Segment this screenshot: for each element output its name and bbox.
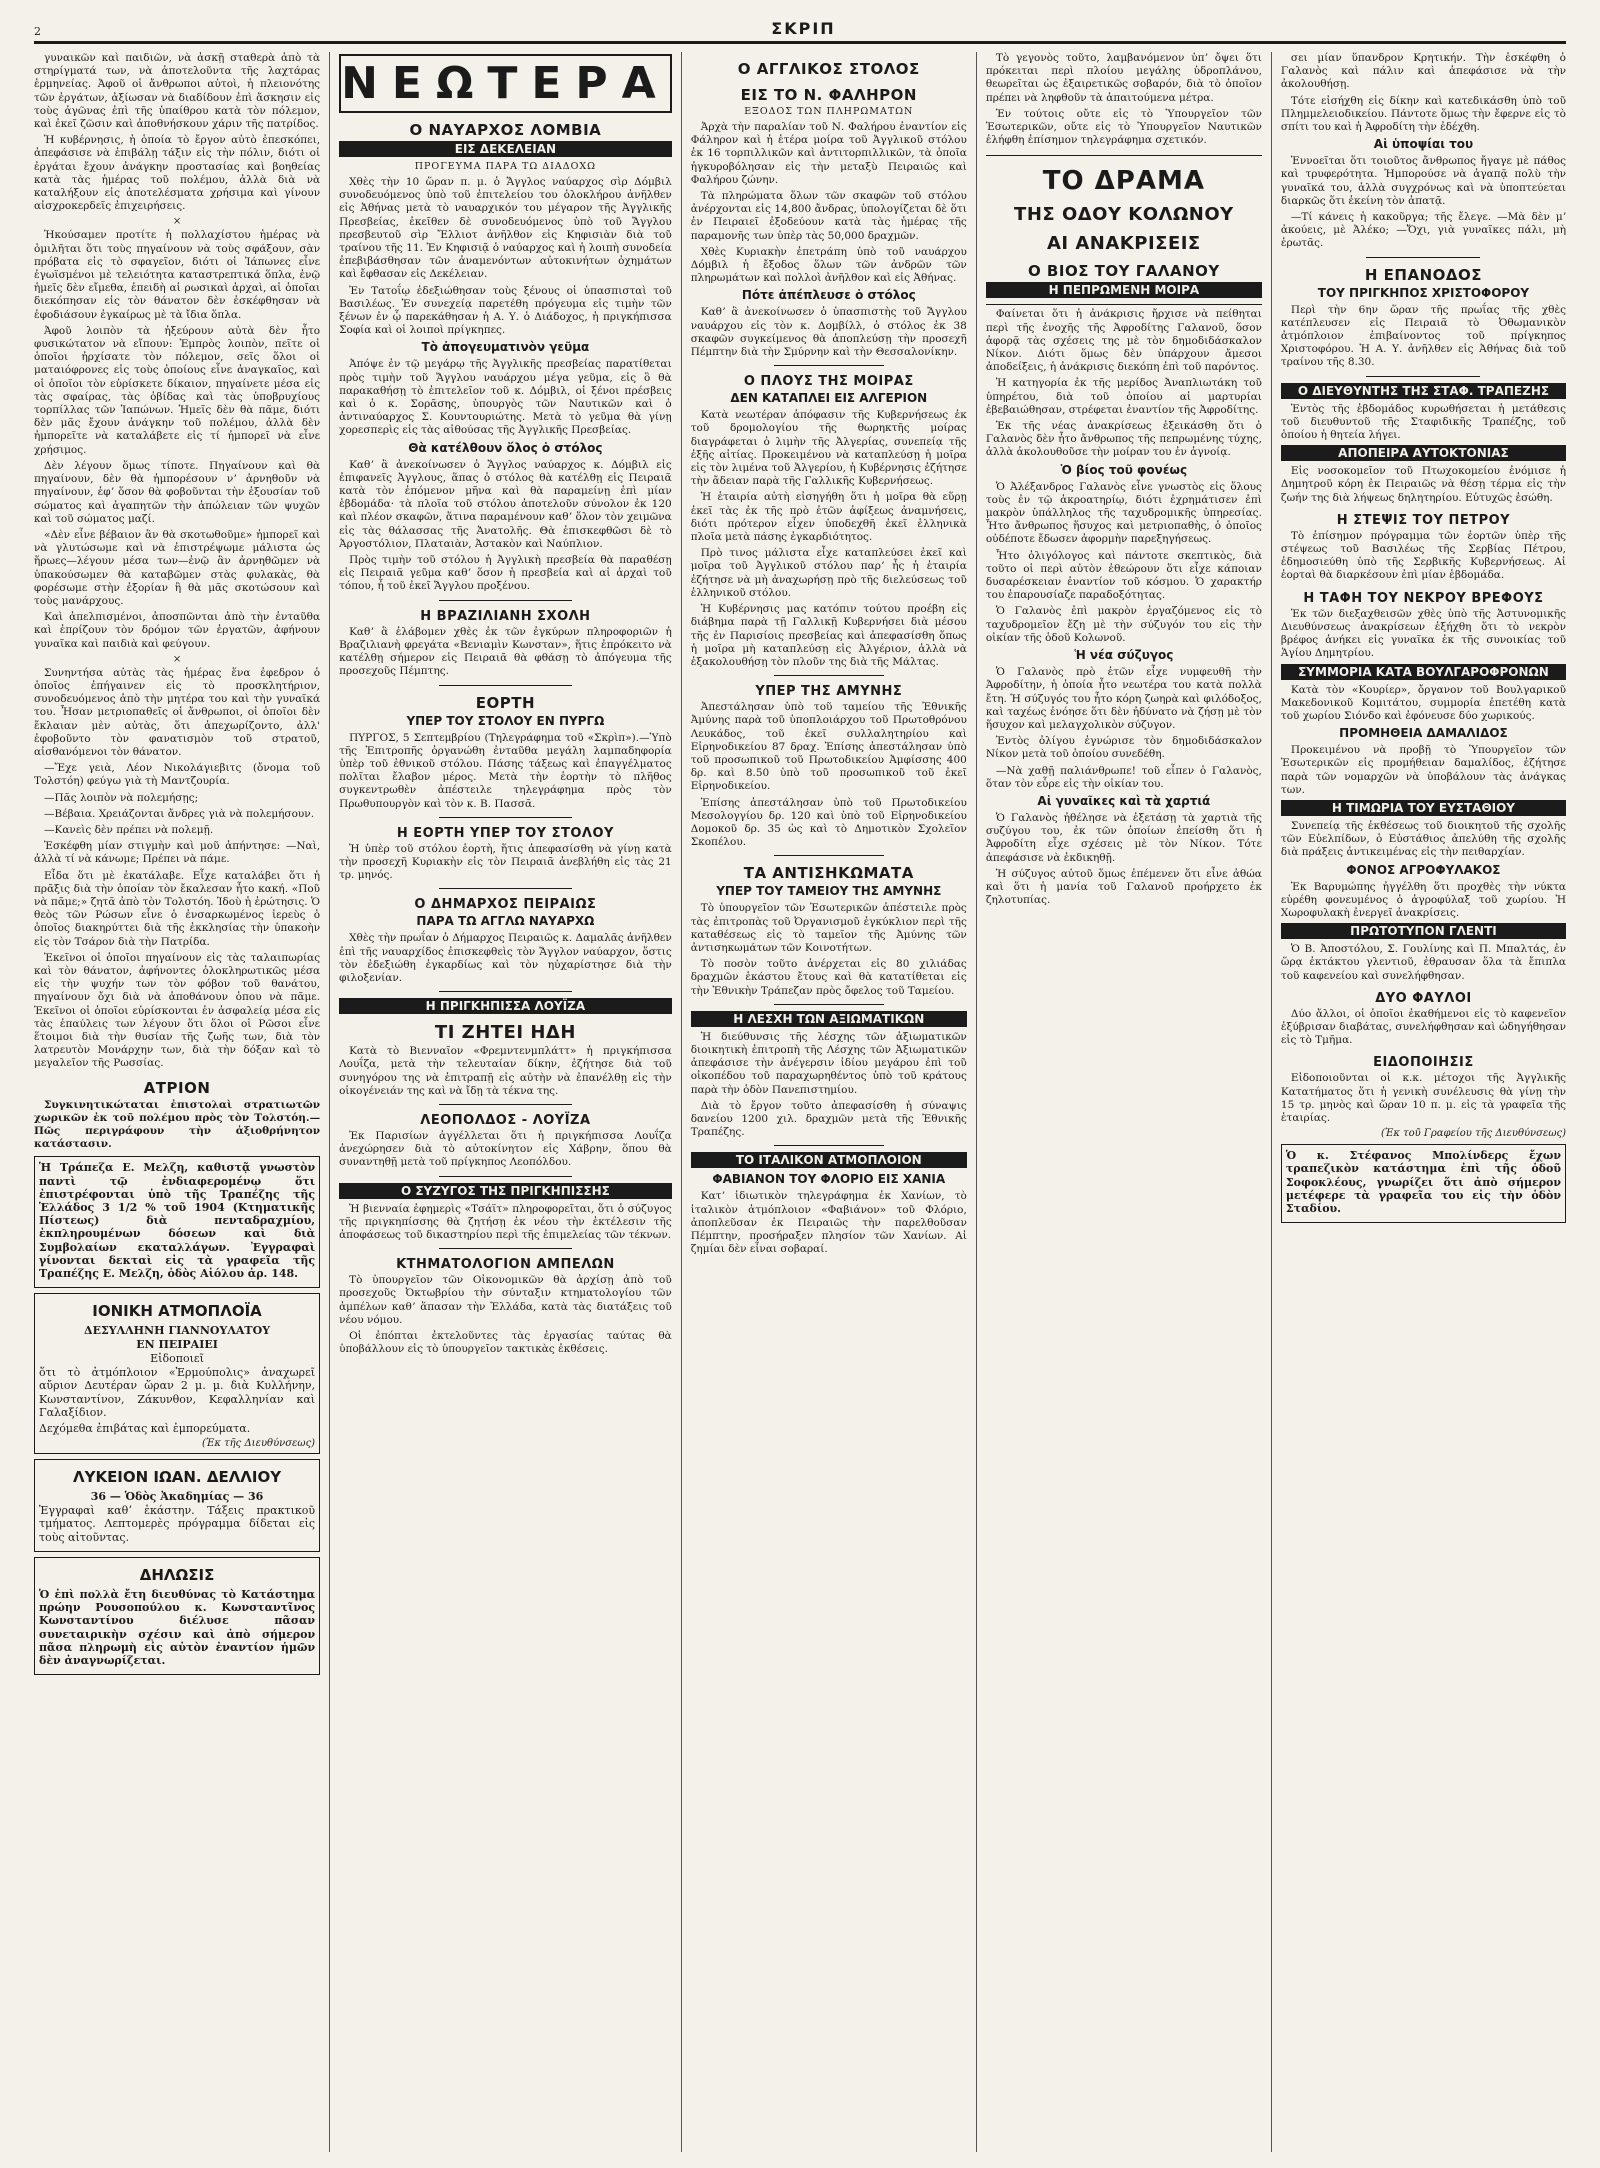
ionian-text: ὅτι τὸ ἀτμόπλοιον «Ἐρμούπολις» ἀναχωρεῖ αὔριον Δευτέραν ὥραν 2 μ. μ. διὰ Κυλλήνην, Κωνσταντίνον, Ζάκυνθον, Κεφαλληνίαν καὶ Γαλαξίδιον. xyxy=(39,1366,316,1419)
article-text: Ἦτο ὀλιγόλογος καὶ πάντοτε σκεπτικὸς, διὰ τοῦτο οἱ περὶ αὐτὸν ἐθεώρουν ὅτι εἶχε κάποιαν δυσαρέσκειαν ἐναντίον τοῦ κόσμου. Ὁ χαρακτήρ του ἐπαρουσίαζε παραδοξότητας. xyxy=(985,549,1262,602)
headline: ΛΕΟΠΟΛΔΟΣ - ΛΟΥΪΖΑ xyxy=(420,1112,591,1128)
divider xyxy=(439,1176,572,1177)
ionian-ad xyxy=(34,1293,320,1454)
headline: Η ΠΡΙΓΚΗΠΙΣΣΑ ΛΟΥΪΖΑ xyxy=(339,998,672,1014)
headline: ΣΥΜΜΟΡΙΑ ΚΑΤΑ ΒΟΥΛΓΑΡΟΦΡΟΝΩΝ xyxy=(1281,664,1566,680)
article-text: Πρὸ τινος μάλιστα εἶχε καταπλεύσει ἐκεῖ καὶ μοῖρα τοῦ Ἀγγλικοῦ στόλου παρʼ ἧς ἡ ἑταιρία ἐζήτησε νὰ μὴ ἀναχωρήσῃ πρὸ τῆς διελεύσεως τοῦ ἑλληνικοῦ στόλου. xyxy=(690,547,967,599)
bank-ad xyxy=(1281,1144,1566,1223)
article-text: Ἀπόψε ἐν τῷ μεγάρῳ τῆς Ἀγγλικῆς πρεσβείας παρατίθεται πρὸς τιμὴν τοῦ Ἄγγλου ναυάρχου μέγα γεῦμα, εἰς ὃ θὰ παρακαθήσῃ τὸ ἐπιτελεῖον τοῦ κ. Δόμβιλ, οἱ ξένοι πρέσβεις καὶ ὁ κ. Σορᾶσης, ὑπουργὸς τῶν Ναυτικῶν καὶ ὁ ἀντιναύαρχος Σ. Κουντουριώτης. Μετὰ τὸ γεῦμα θὰ γίνῃ χορεσπερὶς εἰς τὰς αἰθούσας τῆς Ἀγγλικῆς Πρεσβείας. xyxy=(339,358,672,437)
article-text: Τὸ ποσὸν τοῦτο ἀνέρχεται εἰς 80 χιλιάδας δραχμῶν ἑκάστου ἔτους καὶ θὰ κατατίθεται εἰς τὴν Ἐθνικὴν Τράπεζαν πρὸς ὄφελος τοῦ Ταμείου. xyxy=(690,958,967,997)
article-text: Δὲν λέγουν ὅμως τίποτε. Πηγαίνουν καὶ θὰ πηγαίνουν, δὲν θὰ ἠμπορέσουν νʼ ἀρνηθοῦν νὰ πηγαίνουν, ἐφʼ ὅσον θὰ φοβοῦνται τὴν ἐξουσίαν τοῦ σώματος καὶ ἀγαπητῶν τὴν ἀπώλειαν τῶν ψυχῶν καὶ τοῦ σώματος μαζί. xyxy=(34,459,321,525)
article-text: Τὸ γεγονὸς τοῦτο, λαμβανόμενον ὑπʼ ὄψει ὅτι πρόκειται περὶ πλοίου μεγάλης ὑδροπλάνου, θεωρεῖται ὡς ἐξαιρετικῶς σοβαρόν, διὰ τὸ ὁποῖον πρέπει νὰ ληφθοῦν τὰ ἀπαιτούμενα μέτρα. xyxy=(985,52,1262,104)
headline: ΤΟ ΙΤΑΛΙΚΟΝ ΑΤΜΟΠΛΟΙΟΝ xyxy=(691,1152,967,1168)
article-text: Καὶ ἀπελπισμένοι, ἀποσπῶνται ἀπὸ τὴν ἐνταῦθα καὶ ἐπρίζουν τὸν δρόμον τῶν ἐργατῶν, ἀφήνουν γυναῖκα καὶ παιδιὰ καὶ φεύγουν. xyxy=(34,611,321,650)
column-5 xyxy=(1271,52,1566,2152)
article-text: Ἀπεστάλησαν ὑπὸ τοῦ ταμείου τῆς Ἐθνικῆς Ἀμύνης παρὰ τοῦ ὑποπλοιάρχου τοῦ Πρωτοθρόνου Λευκάδος, τοῦ ἐκεῖ συλλαλητηρίου καὶ Εἰρηνοδικείου 87 δραχ. Ἐπίσης ἀπεστάλησαν ὑπὸ τοῦ προσωπικοῦ τοῦ Πρωτοδικείου Ἀμφίσσης 400 δρ. καὶ 8.50 ὑπὸ τοῦ προσωπικοῦ τοῦ ἐκεῖ Εἰρηνοδικείου. xyxy=(690,701,967,793)
subheading: Ὁ βίος τοῦ φονέως xyxy=(1060,462,1188,477)
article-text: «Δὲν εἶνε βέβαιον ἂν θὰ σκοτωθοῦμε» ἠμπορεῖ καὶ νὰ γλυτώσωμε καὶ νὰ ἐπιστρέψωμε μάλιστα ὡς ἥρωες—λέγουν μέσα των—ἐνῷ ἂν ἀρνηθῶμεν νὰ ὑπακούσωμεν θὰ καταβῶμεν στὰς φυλακὰς, θὰ φορέσωμε στὴν ἐξορίαν ἢ θὰ μᾶς σκοτώσουν καὶ τοὺς μανάρχους. xyxy=(34,528,321,607)
headline-sub: ΔΕΝ ΚΑΤΑΠΛΕΙ ΕΙΣ ΑΛΓΕΡΙΟΝ xyxy=(730,391,928,406)
article-text: Ἐντὸς τῆς ἑβδομάδος κυρωθήσεται ἡ μετάθεσις τοῦ διευθυντοῦ τῆς Σταφιδικῆς Τραπέζης, τοῦ ὁποίου ἡ θητεία λήγει. xyxy=(1280,402,1566,442)
article-text: Συνηντήσα αὐτὰς τὰς ἡμέρας ἕνα ἐφεδρον ὁ ὁποῖος ἐπήγαινεν εἰς τὸ προσκλητήριον, συνοδευόμενος ἀπὸ τὴν μητέρα του καὶ τὴν γυναῖκά του. Ἦσαν μετριοπαθεῖς οἱ ἄνθρωποι, οἱ ὁποῖοι δὲν ἔκλαιαν μὲν αὐτὰς, ὅτι ἀπεχωρίζοντο, ἀλλ' ἐφοβοῦντο τὸν φανατισμὸν τοῦ στρατοῦ, αἰσθανόμενοι τὸν θάνατον. xyxy=(34,666,321,758)
article-text: Ἀρχὰ τὴν παραλίαν τοῦ Ν. Φαλήρου ἐναντίον εἰς Φάληρον καὶ ἡ ἑτέρα μοίρα τοῦ Ἀγγλικοῦ στόλου ἐκ 16 τορπιλλικῶν καὶ ἀντιτορπιλλικῶν, τὰ ὁποῖα ἠγκυροβόλησαν εἰς τὴν μεταξὺ Πειραιῶς καὶ Φαλήρου ζώνην. xyxy=(690,121,967,186)
headline: Η ΤΙΜΩΡΙΑ ΤΟΥ ΕΥΣΤΑΘΙΟΥ xyxy=(1281,800,1566,816)
article-text: ΠΥΡΓΟΣ, 5 Σεπτεμβρίου (Τηλεγράφημα τοῦ «Σκρὶπ»).—Ὑπὸ τῆς Ἐπιτροπῆς ὀργανώθη ἐνταῦθα μεγάλη λαμπαδηφορία ὑπὲρ τοῦ ἐθνικοῦ στόλου. Πάσης τάξεως καὶ ἐπαγγέλματος πολῖται ἔλαβον μέρος. Μετὰ τὴν ἑορτὴν τὸ πλῆθος συγκεντρωθὲν ἀπέστειλε τηλεγράφημα πρὸς τὸν Πρωθυπουργὸν καὶ τὸν κ. Β. Πασσᾶ. xyxy=(339,731,672,810)
dialogue-line: —Πᾶς λοιπὸν νὰ πολεμήσῃς; xyxy=(44,791,199,804)
atrion-heading: ΑΤΡΙΟΝ xyxy=(143,1078,211,1097)
article-text: —Τί κάνεις ἡ κακοῦργα; τῆς ἔλεγε. —Μὰ δὲν μʼ ἀκούεις, μὲ Ἀλέκο; —Ὄχι, γιὰ γυναῖκες πάλι, μὴ ἐρωτᾶς. xyxy=(1280,211,1566,250)
headline: ΑΠΟΠΕΙΡΑ ΑΥΤΟΚΤΟΝΙΑΣ xyxy=(1281,445,1566,461)
article-text: Κατὰ τὸν «Κουρίερ», ὄργανον τοῦ Βουλγαρικοῦ Μακεδονικοῦ Κομιτάτου, συμμορία ἐπετέθη κατὰ τοῦ χωρίου Σιόνδο καὶ ἐφόνευσε δύο χωρικούς. xyxy=(1280,683,1566,722)
headline: ΕΙΔΟΠΟΙΗΣΙΣ xyxy=(1373,1055,1474,1071)
headline: ΠΡΟΜΗΘΕΙΑ ΔΑΜΑΛΙΔΟΣ xyxy=(1339,726,1508,741)
ionian-sign: (Ἐκ τῆς Διευθύνσεως) xyxy=(201,1438,316,1450)
bank-text: Ἡ Τράπεζα Ε. Μελζη, καθιστᾷ γνωστὸν παντὶ τῷ ἐνδιαφερομένῳ ὅτι ἐπιστρέφονται ὑπὸ τῆς Τραπέζης τῆς Ἑλλάδος 3 1/2 % τοῦ 1904 (Κτηματικῆς Πίστεως) διὰ πενταδραχμίου, ἐκπληρουμένων δόσεων καὶ διὰ Συμβολαίων εκαταλλάγων. Ἐγγραφαὶ γίνονται δεκταὶ εἰς τὰ γραφεῖα τῆς Τραπέζης Ε. Μελζη, ὁδὸς Αἰόλου ἀρ. 148. xyxy=(39,1161,316,1281)
declaration-title: ΔΗΛΩΣΙΣ xyxy=(139,1565,215,1584)
subheading: Τὸ ἀπογευματινὸν γεῦμα xyxy=(421,340,590,355)
divider xyxy=(774,1004,884,1005)
article-text: Κατὰ νεωτέραν ἀπόφασιν τῆς Κυβερνήσεως ἐκ τοῦ δρομολογίου τῆς θωρηκτῆς μοίρας διαγράφεται ὁ λιμὴν τῆς Ἀλγερίας, συνεπείᾳ τῆς ἐξῆς αἰτίας. Προκειμένου νὰ καταπλεύσῃ ἡ μοῖρα εἰς τὸν λιμένα τοῦ Ἀλγερίου, ἡ Κυβέρνησις ἐζήτησε τὴν ἄδειαν παρὰ τῆς Γαλλικῆς Κυβερνήσεως. xyxy=(690,409,967,488)
divider xyxy=(439,991,572,992)
article-text: Δύο ἄλλοι, οἱ ὁποῖοι ἐκαθήμενοι εἰς τὸ καφενεῖον ἐξύβρισαν διαβάτας, συνελήφθησαν καὶ ὡδηγήθησαν εἰς τὸ Τμῆμα. xyxy=(1280,1007,1566,1047)
lyceum-title: ΛΥΚΕΙΟΝ ΙΩΑΝ. ΔΕΛΛΙΟΥ xyxy=(72,1468,282,1487)
article-text: Ἡ σύζυγος αὐτοῦ ὅμως ἐπέμενεν ὅτι εἶνε ἀθώα καὶ ὅτι ἡ μανία τοῦ Γαλανοῦ προήρχετο ἐκ ζηλοτυπίας. xyxy=(985,867,1262,907)
headline-sub: ΑΙ ΑΝΑΚΡΙΣΕΙΣ xyxy=(1046,233,1201,255)
article-text: Ὁ Γαλανὸς πρὸ ἐτῶν εἶχε νυμφευθῆ τὴν Ἀφροδίτην, ἡ ὁποία ἦτο νεωτέρα του κατὰ πολλὰ ἔτη. Ἡ σύζυγός του ἦτο κόρη ζωηρὰ καὶ φιλόδοξος, καὶ ταχέως ἐνόησε ὅτι δὲν ἠδύνατο νὰ ζήσῃ μὲ τὸν ἥσυχον καὶ μελαγχολικὸν σύζυγον. xyxy=(985,666,1262,731)
subheading: Αἱ ὑποψίαι του xyxy=(1373,137,1474,152)
divider xyxy=(439,1248,572,1249)
headline: Η ΒΡΑΖΙΛΙΑΝΗ ΣΧΟΛΗ xyxy=(420,608,591,624)
dialogue-line: —Βέβαια. Χρειάζονται ἄνδρες γιὰ νὰ πολεμήσουν. xyxy=(44,807,315,820)
subheading: Θὰ κατέλθουν ὅλος ὁ στόλος xyxy=(408,440,603,455)
page-number: 2 xyxy=(34,25,41,38)
headline: Η ΛΕΣΧΗ ΤΩΝ ΑΞΙΩΜΑΤΙΚΩΝ xyxy=(691,1011,967,1027)
divider xyxy=(439,1104,572,1105)
article-text: σει μίαν ὕπανδρον Κρητικήν. Τὴν ἐσκέφθη ὁ Γαλανὸς καὶ πάλιν καὶ ἀπεφάσισε νὰ τὴν ἀκολουθήσῃ. xyxy=(1280,52,1566,91)
headline-sub: ΦΑΒΙΑΝΟΝ ΤΟΥ ΦΛΟΡΙΟ ΕΙΣ ΧΑΝΙΑ xyxy=(712,1172,946,1187)
article-text: Ὁ Γαλανὸς ἐπὶ μακρὸν ἐργαζόμενος εἰς τὸ ταχυδρομεῖον ἔζη μὲ τὴν σύζυγόν του εἰς τὴν οἰκίαν τῆς ὁδοῦ Κολωνοῦ. xyxy=(985,605,1262,644)
article-text: Χθὲς Κυριακὴν ἐπετράπη ὑπὸ τοῦ ναυάρχου Δόμβιλ ἡ ἔξοδος ὅλων τῶν ἀνδρῶν τῶν πληρωμάτων καὶ πολλοὶ ἀνῆλθον καὶ εἰς Ἀθήνας. xyxy=(690,245,967,285)
headline-sub: ΕΙΣ ΤΟ Ν. ΦΑΛΗΡΟΝ xyxy=(740,86,917,104)
divider xyxy=(1366,376,1480,377)
article-text: Εἰδοποιοῦνται οἱ κ.κ. μέτοχοι τῆς Ἀγγλικῆς Κατατήματος ὅτι ἡ γενικὴ συνέλευσις θὰ γίνῃ τὴν 15 τρ. μηνὸς καὶ ὥραν 10 π. μ. εἰς τὰ γραφεῖα τῆς ἑταιρίας. xyxy=(1280,1072,1566,1124)
section-mark: × xyxy=(172,216,182,228)
headline-sub: ΤΗΣ ΟΔΟΥ ΚΟΛΩΝΟΥ xyxy=(1014,204,1234,226)
article-text: Ἐκ τῆς νέας ἀνακρίσεως ἐξεικάσθη ὅτι ὁ Γαλανὸς δὲν ἦτο ἄνθρωπος τῆς πεπρωμένης τύχης, ἀλλὰ ἀκολουθοῦσε τὴν μοίραν του ἐν ἀγνοίᾳ. xyxy=(985,420,1262,459)
headline: Η ΕΠΑΝΟΔΟΣ xyxy=(1364,265,1482,284)
headline: Η ΕΟΡΤΗ ΥΠΕΡ ΤΟΥ ΣΤΟΛΟΥ xyxy=(396,825,614,841)
article-text: Τὸ ἐπίσημον πρόγραμμα τῶν ἑορτῶν ὑπὲρ τῆς στέψεως τοῦ Βασιλέως τῆς Σερβίας Πέτρου, ἐδημοσιεύθη ὑπὸ τῆς Σερβικῆς Κυβερνήσεως. Αἱ ἑορταὶ θὰ διαρκέσουν ἐπὶ μίαν ἑβδομάδα. xyxy=(1280,529,1566,582)
article-text: Ἐκ Βαρυμώπης ἠγγέλθη ὅτι προχθὲς τὴν νύκτα εὑρέθη φονευμένος ὁ ἀγροφύλαξ τοῦ χωρίου. Ἡ Χωροφυλακὴ ἐνεργεῖ ἀνακρίσεις. xyxy=(1280,880,1566,919)
article-text: Ἠκούσαμεν προτίτε ἡ πολλαχίστου ἡμέρας νὰ ὁμιλῆται ὅτι τοὺς πηγαίνουν νὰ τοὺς σφάξουν, σὰν πρόβατα εἰς τὸ σφαγεῖον, διότι οἱ Ἰάπωνες εἶνε ἐγωϊσμένοι μὲ τελειότητα καταστρεπτικά ὅπλα, ἐνῷ ἡμεῖς δὲν εἴμεθα, ἐπειδὴ αἱ ρωσικαὶ ἀρχαὶ, αἱ ὁποῖαι διεκόπησαν εἰς τὸν θάνατον δὲν ἐσκέφθησαν νὰ ἐφοδιάσουν ἐγκαίρως μὲ τὰ ἴδια ὅπλα. xyxy=(34,229,321,321)
article-text: Εἶδα ὅτι μὲ ἐκατάλαβε. Εἶχε καταλάβει ὅτι ἡ πρᾶξις διὰ τὴν ὁποίαν τὸν ἔκαλεσαν ἦτο κακή. «Ποῦ νὰ πᾶμε;» ζητᾶ ἀπὸ τὸν Τολστόη. Ἰδοὺ ἡ ἐρώτησις. Ὁ θεὸς τῶν Ρώσων εἶνε ὁ ἐνσαρκωμένος ἱερεὺς ὁ ὁποῖος διακηρύττει διὰ τῆς ἐκκλησίας τὴν ὑπακοὴν εἰς τὸν Τσάρον διὰ τὴν Πατρίδα. xyxy=(34,869,321,948)
column-1 xyxy=(34,52,329,2152)
paper-name: ΣΚΡΙΠ xyxy=(771,19,836,38)
headline-sub: ΠΑΡΑ ΤΩ ΑΓΓΛΩ ΝΑΥΑΡΧΩ xyxy=(416,914,595,929)
divider xyxy=(1366,257,1480,258)
ionian-sub1: ΔΕΣΥΛΛΗΝΗ ΓΙΑΝΝΟΥΛΑΤΟΥ xyxy=(84,1324,271,1338)
article-text: Ἡ Κυβέρνησις μας κατόπιν τούτου προέβη εἰς διάβημα παρὰ τῇ Γαλλικῇ Κυβερνήσει διὰ μέσου τῆς ἐν Παρισίοις πρεσβείας καὶ ἀπεφασίσθη ὅπως ἡ μοῖρα μὴ καταπλεύσῃ εἰς Ἀλγέριον, ἀλλὰ νὰ ἐξακολουθήσῃ τὸν πλοῦν της διὰ τῆς Μάλτας. xyxy=(690,603,967,668)
headline-sub: ΤΟΥ ΠΡΙΓΚΗΠΟΣ ΧΡΙΣΤΟΦΟΡΟΥ xyxy=(1317,285,1530,300)
subheading: Αἱ γυναῖκες καὶ τὰ χαρτιά xyxy=(1037,793,1211,808)
masthead xyxy=(34,18,1566,44)
article-text: γυναικῶν καὶ παιδιῶν, νὰ ἀσκῇ σταθερὰ ἀπὸ τὰ στηρίγματά των, νὰ ἀποτελοῦντα τῆς λαχτάρας ἑρμηνείας. Ἀφοῦ οἱ ἄνθρωποι αὐτοὶ, ἡ πλειονότης τῶν ἐργάτων, ἀξίωσαν νὰ διαδίδουν ἐπὶ ἄσκησιν εἰς τοὺς ἀγῶνας ἐπὶ τῆς ὑπαίθρου κατὰ τὸν πόλεμον, καὶ ἐκεῖ ζῶσιν καὶ ἀποθνήσκουν χάριν τῆς πατρίδος. xyxy=(34,52,321,131)
section-banner: ΝΕΩΤΕΡΑ xyxy=(339,54,672,113)
dialogue-line: —Νὰ χαθῇ παλιάνθρωπε! τοῦ εἶπεν ὁ Γαλανὸς, ὅταν τὸν εὗρε εἰς τὴν οἰκίαν του. xyxy=(985,764,1262,790)
article-text: Οἱ ἐπόπται ἐκτελοῦντες τὰς ἐργασίας ταύτας θὰ ὑποβάλλουν εἰς τὸ ὑπουργεῖον τακτικὰς ἐκθέσεις. xyxy=(339,1329,672,1356)
article-text: Ἡ κυβέρνησις, ἡ ὁποία τὸ ἔργον αὐτὸ ἐπεσκόπει, ἀπεφάσισε νὰ ἐπιβάλῃ τάξιν εἰς τὴν πόλιν, διότι οἱ ἐργάται ἔχουν ἀνάγκην προστασίας καὶ βοηθείας κατὰ τὰς ἡμέρας τοῦ πολέμου, ἀλλὰ διὰ νὰ καταλήξουν εἰς ἀποτελέσματα χρήσιμα καὶ γίνουν αἰσχροκερδεῖς ἐπιχειρήσεις. xyxy=(34,134,321,213)
headline-sub: ΥΠΕΡ ΤΟΥ ΤΑΜΕΙΟΥ ΤΗΣ ΑΜΥΝΗΣ xyxy=(716,884,942,899)
headline: ΦΟΝΟΣ ΑΓΡΟΦΥΛΑΚΟΣ xyxy=(1346,862,1501,877)
divider xyxy=(774,365,884,366)
ionian-extra: Δεχόμεθα ἐπιβάτας καὶ ἐμπορεύματα. xyxy=(39,1422,251,1436)
headline-sub: ΤΙ ΖΗΤΕΙ ΗΔΗ xyxy=(434,1022,576,1044)
subheading: Ἡ νέα σύζυγος xyxy=(1074,648,1174,663)
lyceum-address: 36 — Ὁδὸς Ἀκαδημίας — 36 xyxy=(90,1490,264,1504)
divider xyxy=(774,1145,884,1146)
headline: Ο ΔΙΕΥΘΥΝΤΗΣ ΤΗΣ ΣΤΑΦ. ΤΡΑΠΕΖΗΣ xyxy=(1281,383,1566,399)
article-text: Ὁ Γαλανὸς ἠθέλησε νὰ ἐξετάσῃ τὰ χαρτιὰ τῆς συζύγου του, ἐκ τῶν ὁποίων ἐπείσθη ὅτι ἡ Ἀφροδίτη εἶχε σχέσεις μὲ τὸν Νίκον. Τότε ἀπεφάσισε νὰ ἐκδικηθῇ. xyxy=(985,811,1262,864)
article-text: Ἡ ἑταιρία αὐτὴ εἰσηγήθη ὅτι ἡ μοῖρα θὰ εὕρῃ ἐκεῖ τὰς ἐκ τῆς πρὸ ἐτῶν ἀφίξεως ἀναμνήσεις, διότι πρότερον εἶχεν ὑποδεχθῆ ἐκεῖ ἑλληνικὰ πλοῖα μετὰ πάσης ἐγκαρδιότητος. xyxy=(690,491,967,544)
article-text: Ἐσκέφθη μίαν στιγμὴν καὶ μοῦ ἀπήντησε: —Ναὶ, ἀλλὰ τί νὰ κάνωμε; Πρέπει νὰ πάμε. xyxy=(34,840,321,866)
article-text: Ἡ διεύθυνσις τῆς λέσχης τῶν ἀξιωματικῶν διοικητικὴ ἐπιτροπὴ τῆς Λέσχης τῶν Ἀξιωματικῶν ἀπεφάσισε τὴν ἀνέγερσιν ἰδίου μεγάρου ἐπὶ τοῦ οἰκοπέδου τοῦ παραχωρηθέντος ὑπὸ τοῦ κράτους παρὰ τὴν ὁδὸν Πανεπιστημίου. xyxy=(690,1030,967,1096)
headline: Ο ΔΗΜΑΡΧΟΣ ΠΕΙΡΑΙΩΣ xyxy=(414,897,597,913)
article-text: Ἐννοεῖται ὅτι τοιοῦτος ἄνθρωπος ἤγαγε μὲ πάθος καὶ τρυφερότητα. Ἠμπορούσε νὰ ἀγαπᾷ πολὺ τὴν γυναῖκά του, ἀλλὰ συγχρόνως καὶ νὰ ὑποπτεύεται διαρκῶς ὅτι ἐκείνη τὸν ἀπατᾷ. xyxy=(1280,155,1566,207)
article-text: Τὸ ὑπουργεῖον τῶν Ἐσωτερικῶν ἀπέστειλε πρὸς τὰς ἐπιτροπὰς τοῦ Ὀργανισμοῦ ἐγκύκλιον περὶ τῆς καταθέσεως εἰς τὸ ταμεῖον τῆς Ἀμύνης τῶν ἀντισηκωμάτων τῶν Κοινοτήτων. xyxy=(690,902,967,954)
article-text: Ἡ ὑπὲρ τοῦ στόλου ἑορτὴ, ἥτις ἀπεφασίσθη νὰ γίνῃ κατὰ τὴν προσεχῆ Κυριακὴν εἰς τὸν Πειραιᾶ ἀνεβλήθη εἰς τὰς 21 τρ. μηνός. xyxy=(339,842,672,882)
headline: ΠΡΩΤΟΤΥΠΟΝ ΓΛΕΝΤΙ xyxy=(1281,923,1566,939)
article-text: Ὁ Ἀλέξανδρος Γαλανὸς εἶνε γνωστὸς εἰς ὅλους τοὺς ἐν τῷ ἀκροατηρίῳ, διότι ἐχρημάτισεν ἐπὶ μακρὸν ὑπάλληλος τῆς ταχυδρομικῆς ὑπηρεσίας. Ἦτο ἄνθρωπος ἥσυχος καὶ μετριοπαθὴς, ὁ ὁποῖος οὐδέποτε ἔδωσεν ἀφορμὴν παρεξηγήσεως. xyxy=(985,480,1262,546)
headline: ΤΑ ΑΝΤΙΣΗΚΩΜΑΤΑ xyxy=(743,864,914,883)
subheading: Πότε ἀπέπλευσε ὁ στόλος xyxy=(741,288,916,303)
article-text: Ἐντὸς ὀλίγου ἐγνώρισε τὸν δημοδιδάσκαλον Νίκον μετὰ τοῦ ὁποίου συνεδέθη. xyxy=(985,735,1262,761)
divider xyxy=(774,855,884,856)
article-text: Ἐκ Παρισίων ἀγγέλλεται ὅτι ἡ πριγκήπισσα Λουΐζα ἀνεχώρησεν διὰ τὸ αὐτοκίνητον εἰς Χάβρην, ὅπου θὰ συναντηθῇ μετὰ τοῦ πρίγκηπος Λεοπόλδου. xyxy=(339,1129,672,1169)
headline: Ο ΑΓΓΛΙΚΟΣ ΣΤΟΛΟΣ xyxy=(737,60,920,78)
bank-ad-text: Ὁ κ. Στέφανος Μπολίνδερς ἔχων τραπεζικὸν κατάστημα ἐπὶ τῆς ὁδοῦ Σοφοκλέους, γνωρίζει ὅτι ἀπὸ σήμερον μετέφερε τὰ γραφεῖα του εἰς τὴν ὁδὸν Σταδίου. xyxy=(1285,1149,1561,1215)
headline-sub: Ο ΒΙΟΣ ΤΟΥ ΓΑΛΑΝΟΥ xyxy=(1027,262,1220,281)
section-mark: × xyxy=(172,653,182,665)
column-3 xyxy=(681,52,976,2152)
headline-sub: ΥΠΕΡ ΤΟΥ ΣΤΟΛΟΥ ΕΝ ΠΥΡΓΩ xyxy=(406,713,605,728)
divider xyxy=(774,675,884,676)
headline: ΔΥΟ ΦΑΥΛΟΙ xyxy=(1375,990,1472,1006)
article-text: Φαίνεται ὅτι ἡ ἀνάκρισις ἤρχισε νὰ πείθηται περὶ τῆς ἐνοχῆς τῆς Ἀφροδίτης Γαλανοῦ, ὅσον ἀφορᾷ τὰς σχέσεις της μὲ τὸν δημοδιδάσκαλον Νίκον. Διότι ὅμως δὲν ὑπάρχουν ἄμεσοι ἀποδείξεις, ἡ ἀνάκρισις διεκόπη ἐπὶ τοῦ παρόντος. xyxy=(985,308,1262,374)
article-text: Διὰ τὸ ἔργον τοῦτο ἀπεφασίσθη ἡ σύναψις δανείου 1200 χιλ. δραχμῶν μετὰ τῆς Ἐθνικῆς Τραπέζης. xyxy=(690,1099,967,1139)
headline: ΥΠΕΡ ΤΗΣ ΑΜΥΝΗΣ xyxy=(755,684,903,700)
article-text: Τότε εἰσήχθη εἰς δίκην καὶ κατεδικάσθη ὑπὸ τοῦ Πλημμελειοδικείου. Πάντοτε ὅμως τὴν ἔφερνε εἰς τὸ σπίτι του καὶ ἡ Ἀφροδίτη τὴν ἐδέχθη. xyxy=(1280,94,1566,134)
article-text: Περὶ τὴν 6ην ὥραν τῆς πρωΐας τῆς χθὲς κατέπλευσεν εἰς Πειραιᾶ τὸ Ὀθωμανικὸν ἀτμόπλοιον ἐπιβαίνοντος τοῦ πρίγκηπος Χριστοφόρου. Ἡ Α. Υ. ἀνῆλθεν εἰς Ἀθήνας διὰ τοῦ τραίνου τῆς 8.30. xyxy=(1280,303,1566,369)
article-text: Ἐκεῖνοι οἱ ὁποῖοι πηγαίνουν εἰς τὰς ταλαιπωρίας καὶ τὸν θάνατον, ἀφήνοντες ὀλοκληρωτικῶς μέσα εἰς τὴν ψυχήν των τὸν φόβον τοῦ θανάτου, πηγαίνουν ὄχι διὰ νὰ ἀποθάνουν ὁπου νὰ πᾶμε. Ἐκεῖνοι οἱ ὁποῖοι εὑρίσκονται ἐν ἀσφαλείᾳ μέσα εἰς τὰς ἐπαύλεις των λέγουν ὅτι ὅλοι οἱ Ρῶσοι εἶνε ἕτοιμοι διὰ τὴν θυσίαν τῆς ζωῆς των, διὰ τὸν λατρευτὸν Μονάρχην των, διὰ τὴν δόξαν καὶ τὸ μεγαλεῖον τῆς Ρωσσίας. xyxy=(34,951,321,1070)
article-text: Εἰς νοσοκομεῖον τοῦ Πτωχοκομείου ἐνόμισε ἡ Δημητροῦ κόρη ἐκ Πειραιῶς νὰ θέσῃ τέρμα εἰς τὴν ζωήν της διὰ λήψεως δηλητηρίου. Εὐτυχῶς ἐσώθη. xyxy=(1280,465,1566,504)
article-text: Ἀφοῦ λοιπὸν τὰ ἠξεύρουν αὐτὰ δὲν ἦτο φυσικώτατον νὰ εἴπουν: Ἐμπρὸς λοιπὸν, πεῖτε οἱ ὁποῖοι ἠρχίσατε τὸν πόλεμον, σεῖς ὅλοι οἱ ματαιόφρονες εἰς τοὺς ὁποίους εἶνε ἀναγκαῖος, καὶ οἱ ὁποῖοι τὸν εὑρίσκετε δίκαιον, πηγαίνετε μέσα εἰς τὰς σφαίρας, τὰς ὀβίδας καὶ τὰς ὑποβρυχίους τορπίλλας τῶν Ἰαπώνων. Ἡμεῖς δὲν θὰ πᾶμε, διότι δὲν μᾶς ἔχουν ἀνάγκην τοῦ πολέμου, ἀλλὰ δὲν ἠμπορεῖτε νὰ καταλάβετε εἰς τί ἠμπορεῖ νὰ εἶνε χρήσιμος. xyxy=(34,324,321,456)
ionian-sub2: ΕΝ ΠΕΙΡΑΙΕΙ xyxy=(136,1338,218,1352)
kicker: ΠΡΟΓΕΥΜΑ ΠΑΡΑ ΤΩ ΔΙΑΔΟΧΩ xyxy=(414,161,597,172)
drama-header xyxy=(986,155,1262,305)
declaration-ad xyxy=(34,1557,320,1675)
article-text: Ἡ κατηγορία ἐκ τῆς μερίδος Ἀναπλιωτάκη τοῦ ὑπηρέτου, διὰ τοῦ ὁποίου αἱ μαρτυρίαι ἐβεβαιώθησαν, στρέφεται ἐναντίον τῆς Ἀφροδίτης. xyxy=(985,377,1262,416)
headline: ΤΟ ΔΡΑΜΑ xyxy=(1042,166,1205,197)
headline: Η ΣΤΕΨΙΣ ΤΟΥ ΠΕΤΡΟΥ xyxy=(1336,512,1511,528)
headline: Ο ΝΑΥΑΡΧΟΣ ΛΟΜΒΙΑ xyxy=(409,121,602,139)
article-text: Χθὲς τὴν 10 ὥραν π. μ. ὁ Ἄγγλος ναύαρχος σὶρ Δόμβιλ συνοδευόμενος ὑπὸ τοῦ ἐπιτελείου του ὁλοκλήρου ἀνῆλθεν εἰς Ἀθήνας μετὰ τὸ ναυαρχικόν του μέγαρον τῆς Ἀγγλικῆς Πρεσβείας, ἐκεῖθεν δὲ συνοδευόμενος ὑπὸ τοῦ Ἄγγλου πρεσβευτοῦ σὶρ Ἔλλιοτ ἀνῆλθον εἰς Κηφισιὰν διὰ τοῦ τραίνου τῆς 11. Ἐν Κηφισιᾷ ὁ ναύαρχος καὶ ἡ λοιπὴ συνοδεία ἐπεβιβάσθησαν τῶν ἀναμενόντων αὐτοκινήτων ὀχημάτων καὶ ἔφθασαν εἰς Δεκέλειαν. xyxy=(339,176,672,281)
article-text: Καθʼ ἃ ἀνεκοίνωσεν ὁ Ἄγγλος ναύαρχος κ. Δόμβιλ εἰς ἐπιφανεῖς Ἀγγλους, ἅπας ὁ στόλος θὰ κατέλθῃ εἰς Πειραιᾶ κατὰ τὸν ἐπόμενον μῆνα καὶ θὰ παραμείνῃ ἐπὶ μίαν ἑβδομάδα· τὰ πλοῖα τοῦ στόλου ἀποτελοῦν σύνολον ἐκ 120 καὶ πλέον σκαφῶν, ἅτινα παραμένουν καθʼ ὅλον τὸν χειμῶνα εἰς τὰς θάλασσας τῆς Ἀνατολῆς. Θὰ ἐπισκεφθῶσι δὲ τὸ Ἀργοστόλιον, Πλαταιὰν, Ἀστακὸν καὶ Ναύπλιον. xyxy=(339,458,672,550)
kicker: Η ΠΕΠΡΩΜΕΝΗ ΜΟΙΡΑ xyxy=(986,282,1262,298)
declaration-text: Ὁ ἐπὶ πολλὰ ἔτη διευθύνας τὸ Κατάστημα πρώην Ρουσοπούλου κ. Κωνσταντῖνος Κωνσταντίνου διέλυσε πᾶσαν συνεταιρικὴν σχέσιν καὶ ἀπὸ σήμερον πᾶσα πληρωμὴ εἰς αὐτὸν ἐναντίον ἡμῶν δὲν ἀναγνωρίζεται. xyxy=(39,1587,316,1667)
divider xyxy=(439,685,572,686)
ionian-notice: Εἰδοποιεῖ xyxy=(150,1352,204,1366)
headline: Ο ΣΥΖΥΓΟΣ ΤΗΣ ΠΡΙΓΚΗΠΙΣΣΗΣ xyxy=(339,1183,672,1199)
article-text: Κατʼ ἰδιωτικὸν τηλεγράφημα ἐκ Χανίων, τὸ ἰταλικὸν ἀτμόπλοιον «Φαβιάνον» τοῦ Φλόριο, ἀποπλεῦσαν ἐκ Πειραιῶς τὴν παρελθοῦσαν Πέμπτην, προσήραξεν πλησίον τῶν Χανίων. Αἱ ζημίαι δὲν εἶναι σοβαραί. xyxy=(690,1190,967,1256)
bank-notice xyxy=(34,1156,320,1288)
divider xyxy=(439,888,572,889)
article-text: Ἐκ τῶν διεξαχθεισῶν χθὲς ὑπὸ τῆς Ἀστυνομικῆς Διευθύνσεως ἀνακρίσεων ἐξήχθη ὅτι τὸ νεκρὸν βρέφος ἀνήκει εἰς γυναῖκα ἐκ τῆς συνοικίας τοῦ Ἁγίου Δημητρίου. xyxy=(1280,607,1566,660)
article-text: Ἐν Τατοΐῳ ἐδεξιώθησαν τοὺς ξένους οἱ ὑπασπισταὶ τοῦ Βασιλέως. Ἐν συνεχείᾳ παρετέθη πρόγευμα εἰς τιμὴν τῶν ξένων ἐν ᾧ παρεκάθησαν ἡ Α. Υ. ὁ Διάδοχος, ἡ πριγκήπισσα Σοφία καὶ οἱ λοιποὶ πρίγκηπες. xyxy=(339,284,672,337)
divider xyxy=(439,817,572,818)
notice-sign: (Ἐκ τοῦ Γραφείου τῆς Διευθύνσεως) xyxy=(1380,1128,1566,1140)
article-text: Τὰ πληρώματα ὅλων τῶν σκαφῶν τοῦ στόλου ἀνέρχονται εἰς 14,800 ἄνδρας, ὑπολογίζεται δὲ ὅτι ἐν Πειραιεῖ ἐξοδεύουν κατὰ τὰς ἡμέρας τῆς παραμονῆς των ὑπὲρ τὰς 50,000 δραχμῶν. xyxy=(690,190,967,242)
lyceum-text: Ἐγγραφαὶ καθʼ ἑκάστην. Τάξεις πρακτικοῦ τμήματος. Λεπτομερὲς πρόγραμμα δίδεται εἰς τοὺς αἰτοῦντας. xyxy=(39,1504,316,1544)
column-4 xyxy=(976,52,1271,2152)
column-2 xyxy=(329,52,681,2152)
headline-sub: ΕΙΣ ΔΕΚΕΛΕΙΑΝ xyxy=(339,141,672,157)
kicker: ΕΞΟΔΟΣ ΤΩΝ ΠΛΗΡΩΜΑΤΩΝ xyxy=(744,106,914,117)
article-text: Προκειμένου νὰ προβῇ τὸ Ὑπουργεῖον τῶν Ἐσωτερικῶν εἰς προμήθειαν δαμαλίδος, ἐζήτησε παρὰ τῶν νομαρχῶν νὰ ὑποβάλουν τὰς ἀνάγκας των. xyxy=(1280,744,1566,796)
article-text: Ἐν τούτοις οὔτε εἰς τὸ Ὑπουργεῖον τῶν Ἐσωτερικῶν, οὔτε εἰς τὸ Ὑπουργεῖον Ναυτικῶν ἐλήφθη ἐπίσημον τηλεγράφημα σχετικόν. xyxy=(985,107,1262,147)
article-text: Ὁ Β. Ἀποστόλου, Σ. Γουλίνης καὶ Π. Μπαλτάς, ἐν ὥρᾳ ἐκτάκτου γλεντιοῦ, ἐθραυσαν ὅλα τὰ ἔπιπλα τοῦ καφενείου καὶ συνελήφθησαν. xyxy=(1280,943,1566,982)
headline: ΕΟΡΤΗ xyxy=(475,693,536,712)
atrion-text: Συγκινητικώταται ἐπιστολαὶ στρατιωτῶν χωρικῶν ἐκ τοῦ πολέμου πρὸς τὸν Τολστόη.— Πῶς περιγράφουν τὴν ἀξιοθρήνητον κατάστασιν. xyxy=(34,1098,321,1151)
article-text: Πρὸς τιμὴν τοῦ στόλου ἡ Ἀγγλικὴ πρεσβεία θὰ παραθέσῃ εἰς Πειραιᾶ γεῦμα καθʼ ὅσον ἡ πρεσβεία καὶ αἱ ἀρχαὶ τοῦ τόπου, ἦ τοῦ ἐκεῖ Ἄγγλου προξένου. xyxy=(339,554,672,593)
article-text: Τὸ ὑπουργεῖον τῶν Οἰκονομικῶν θὰ ἀρχίσῃ ἀπὸ τοῦ προσεχοῦς Ὀκτωβρίου τὴν σύνταξιν κτηματολογίου τῶν ἀμπέλων καθʼ ἅπασαν τὴν Ἑλλάδα, κατὰ τὰς διατάξεις τοῦ νέου νόμου. xyxy=(339,1274,672,1326)
ionian-title: ΙΟΝΙΚΗ ΑΤΜΟΠΛΟΪΑ xyxy=(92,1302,262,1321)
headline: Ο ΠΛΟΥΣ ΤΗΣ ΜΟΙΡΑΣ xyxy=(743,374,914,390)
columns xyxy=(34,52,1566,2152)
dialogue-line: —Ἔχε γειὰ, Λέον Νικολάγιεβιτς (ὄνομα τοῦ Τολστόη) φεύγω γιὰ τὴ Μαντζουρία. xyxy=(34,762,321,788)
article-text: Καθʼ ἃ ἐλάβομεν χθὲς ἐκ τῶν ἐγκύρων πληροφοριῶν ἡ Βραζιλιανὴ φρεγάτα «Βενιαμὶν Κωνσταν», ἥτις ἐπρόκειτο νὰ κατέλθῃ σήμερον εἰς Πειραιᾶ θὰ φθάσῃ τὸ ἀπόγευμα τῆς προσεχοῦς Πέμπτης. xyxy=(339,625,672,678)
article-text: Συνεπείᾳ τῆς ἐκθέσεως τοῦ διοικητοῦ τῆς σχολῆς τῶν Εὐελπίδων, ὁ Εὐστάθιος ἀπελύθη τῆς σχολῆς διὰ πράξεις ἀντικειμένας εἰς τὴν πειθαρχίαν. xyxy=(1280,819,1566,859)
article-text: Καθʼ ἃ ἀνεκοίνωσεν ὁ ὑπασπιστὴς τοῦ Ἄγγλου ναυάρχου εἰς τὸν κ. Δομβίλλ, ὁ στόλος ἐκ 38 σκαφῶν συγκείμενος θὰ ἀποπλεύσῃ τὴν προσεχῆ Πέμπτην διὰ τὴν Σμύρνην καὶ τὴν Θεσσαλονίκην. xyxy=(690,306,967,359)
headline: ΚΤΗΜΑΤΟΛΟΓΙΟΝ ΑΜΠΕΛΩΝ xyxy=(396,1257,615,1273)
headline: Η ΤΑΦΗ ΤΟΥ ΝΕΚΡΟΥ ΒΡΕΦΟΥΣ xyxy=(1303,590,1544,606)
lyceum-ad xyxy=(34,1459,320,1552)
article-text: Χθὲς τὴν πρωΐαν ὁ Δήμαρχος Πειραιῶς κ. Δαμαλᾶς ἀνῆλθεν ἐπὶ τῆς ναυαρχίδος ἐπισκεφθεὶς τὸν Ἄγγλον ναύαρχον, ὅστις τὸν ἐδεξιώθη ἐγκαρδίως καὶ τὸν ηὐχαρίστησε διὰ τὴν φιλοξενίαν. xyxy=(339,932,672,984)
dialogue-line: —Κανεὶς δὲν πρέπει νὰ πολεμῇ. xyxy=(44,823,214,836)
article-text: Κατὰ τὸ Βιενναῖον «Φρεμντενμπλάττ» ἡ πριγκήπισσα Λουΐζα, μετὰ τὴν τελευταίαν δίκην, ἐζήτησε διὰ τοῦ συνηγόρου της νὰ ἐπιτραπῇ εἰς αὐτὴν νὰ ἐπανέλθῃ εἰς τὴν οἰκογένειάν της καὶ νὰ ἴδῃ τὰ τέκνα της. xyxy=(339,1045,672,1097)
divider xyxy=(439,600,572,601)
article-text: Ἡ βιενναία ἐφημερὶς «Τσάϊτ» πληροφορεῖται, ὅτι ὁ σύζυγος τῆς πριγκηπίσσης θὰ ζητήσῃ ἐκ νέου τὴν ἐκτέλεσιν τῆς ἀποφάσεως τοῦ δικαστηρίου περὶ τῆς ἐπιμελείας τῶν τέκνων. xyxy=(339,1202,672,1241)
article-text: Ἐπίσης ἀπεστάλησαν ὑπὸ τοῦ Πρωτοδικείου Μεσολογγίου δρ. 120 καὶ ὑπὸ τοῦ Εἰρηνοδικείου Δομοκοῦ δρ. 35 ὡς καὶ τὸ Δημοτικὸν Σχολεῖον Σκοπέλου. xyxy=(690,796,967,849)
